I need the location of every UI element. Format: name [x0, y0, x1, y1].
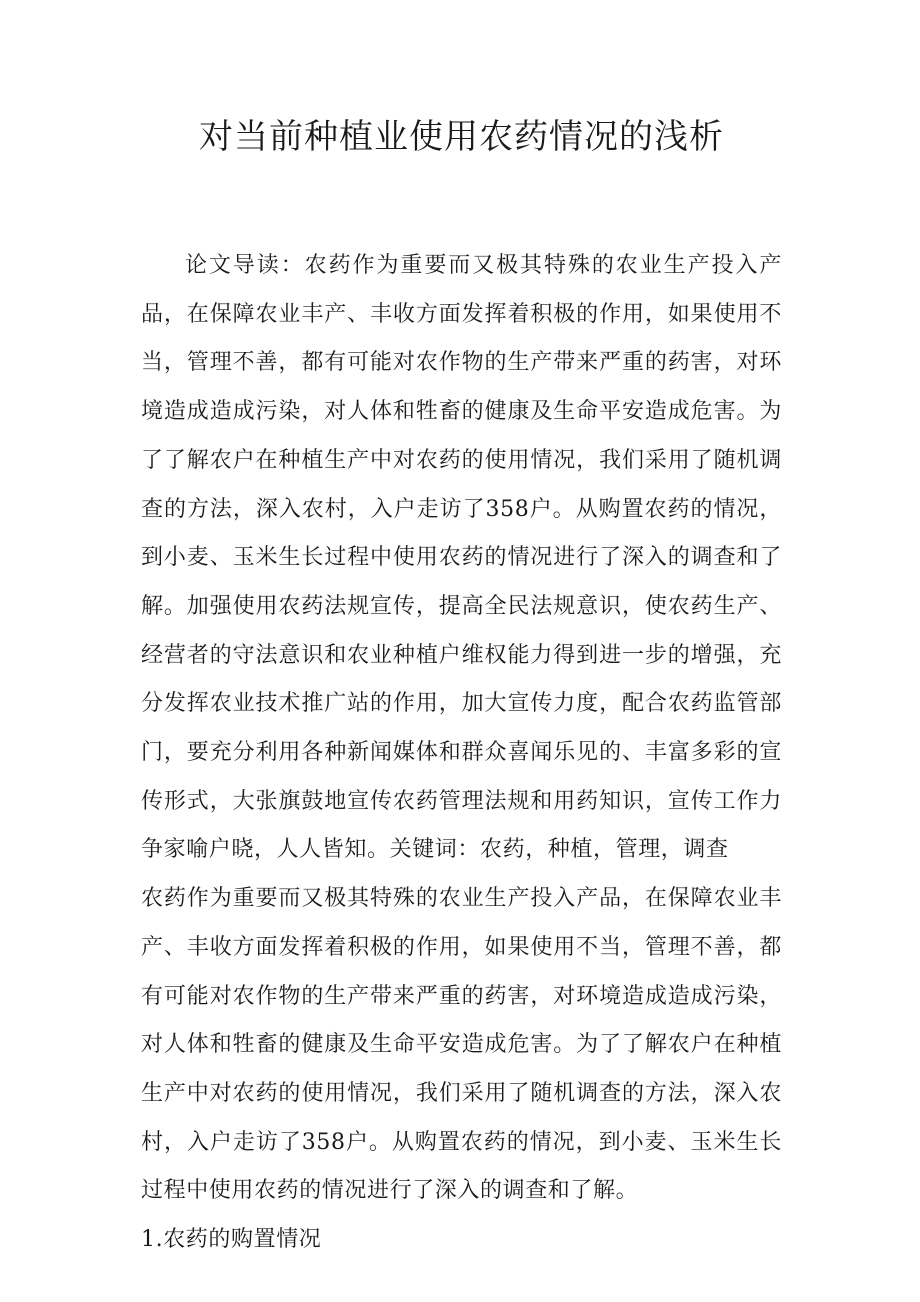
- document-body: [141, 242, 782, 1265]
- intro-paragraph: 农药作为重要而又极其特殊的农业生产投入产品，在保障农业丰产、丰收方面发挥着积极的作用，如果使用不当，管理不善，都有可能对农作物的生产带来严重的药害，对环境造成造成污染，对人体和牲畜的健康及生命平安造成危害。为了了解农户在种植生产中对农药的使用情况，我们采用了随机调查的方法，深入农村，入户走访了358户。从购置农药的情况，到小麦、玉米生长过程中使用农药的情况进行了深入的调查和了解。: [141, 886, 782, 1204]
- abstract-paragraph: 论文导读：农药作为重要而又极其特殊的农业生产投入产品，在保障农业丰产、丰收方面发挥着积极的作用，如果使用不当，管理不善，都有可能对农作物的生产带来严重的药害，对环境造成造成污染，对人体和牲畜的健康及生命平安造成危害。为了了解农户在种植生产中对农药的使用情况，我们采用了随机调查的方法，深入农村，入户走访了358户。从购置农药的情况，到小麦、玉米生长过程中使用农药的情况进行了深入的调查和了解。加强使用农药法规宣传，提高全民法规意识，使农药生产、经营者的守法意识和农业种植户维权能力得到进一步的增强，充分发挥农业技术推广站的作用，加大宣传力度，配合农药监管部门，要充分利用各种新闻媒体和群众喜闻乐见的、丰富多彩的宣传形式，大张旗鼓地宣传农药管理法规和用药知识，宣传工作力争家喻户晓，人人皆知。关键词：农药，种植，管理，调查: [141, 253, 782, 863]
- section-heading: 1.农药的购置情况: [141, 1227, 322, 1253]
- document-title: 对当前种植业使用农药情况的浅析: [199, 117, 724, 157]
